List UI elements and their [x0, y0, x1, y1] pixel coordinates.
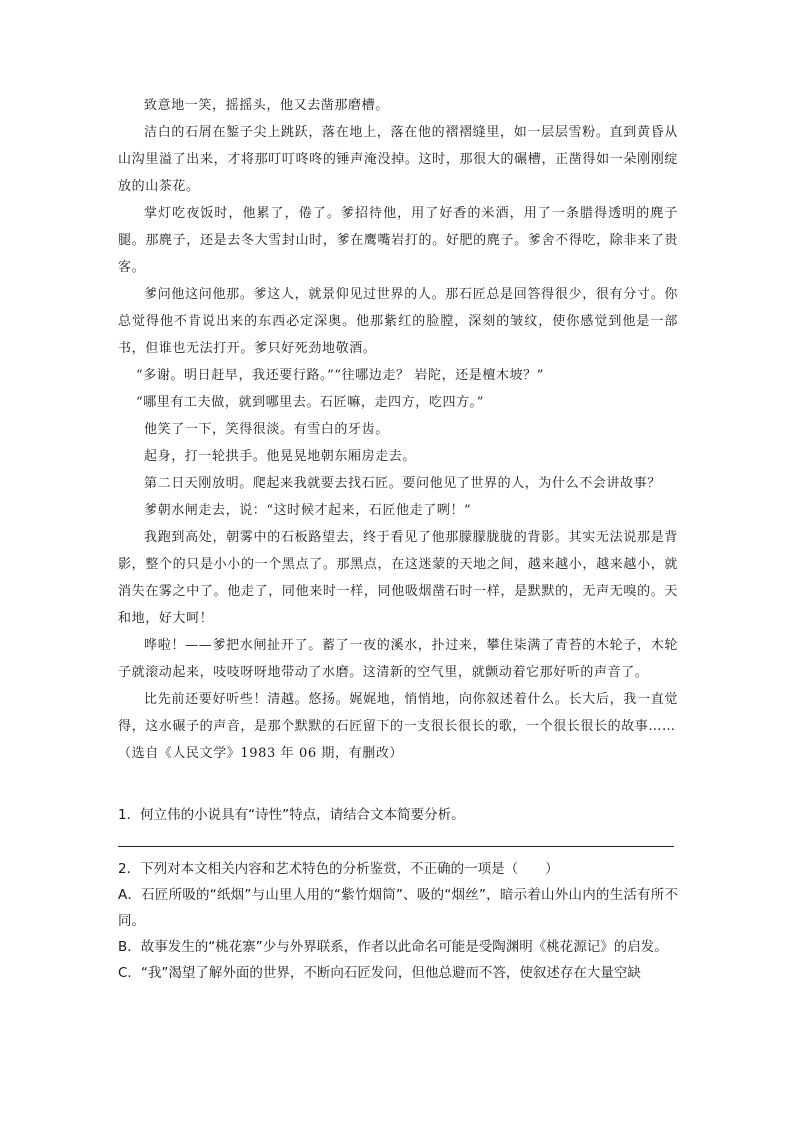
option-a: A．石匠所吸的“纸烟”与山里人用的“紫竹烟筒”、吸的“烟丝”，暗示着山外山内的生活有所不同。 — [118, 887, 678, 929]
story-paragraph: 起身，打一轮拱手。他晃晃地朝东厢房走去。 — [144, 449, 417, 464]
question-1-text: 1．何立伟的小说具有“诗性”特点，请结合文本简要分析。 — [118, 807, 465, 823]
answer-line — [118, 846, 674, 847]
story-paragraph: 致意地一笑，摇摇头，他又去凿那磨槽。 — [144, 98, 389, 113]
question-2 — [118, 856, 678, 986]
source-citation: （选自《人民文学》1983 年 06 期，有删改） — [118, 746, 404, 761]
story-dialogue: “哪里有工夫做，就到哪里去。石匠嘛，走四方，吃四方。” — [136, 395, 484, 410]
story-paragraph: 哗啦！——爹把水闸扯开了。蓄了一夜的溪水，扑过来，攀住柒满了青苔的木轮子，木轮子就滚动起来，吱吱呀呀地带动了水磨。这清新的空气里，就颤动着它那好听的声音了。 — [118, 638, 678, 680]
story-paragraph: 掌灯吃夜饭时，他累了，倦了。爹招待他，用了好香的米酒，用了一条腊得透明的麂子腿。那麂子，还是去冬大雪封山时，爹在鹰嘴岩打的。好肥的麂子。爹舍不得吃，除非来了贵客。 — [118, 206, 678, 275]
story-paragraph: 他笑了一下，笑得很淡。有雪白的牙齿。 — [144, 422, 389, 437]
question-1 — [118, 802, 678, 828]
story-paragraph: 我跑到高处，朝雾中的石板路望去，终于看见了他那朦朦胧胧的背影。其实无法说那是背影，整个的只是小小的一个黑点了。那黑点，在这迷蒙的天地之间，越来越小，越来越小，就消失在雾之中了。他走了，同他来时一样，同他吸烟凿石时一样，是默默的，无声无嗅的。天和地，好大呵！ — [118, 530, 678, 626]
question-2-text: 2．下列对本文相关内容和艺术特色的分析鉴赏，不正确的一项是（ ） — [118, 861, 559, 877]
story-paragraph: 比先前还要好听些！清越。悠扬。娓娓地，悄悄地，向你叙述着什么。长大后，我一直觉得，这水碾子的声音，是那个默默的石匠留下的一支很长很长的歌，一个很长很长的故事…… — [118, 692, 678, 734]
story-paragraph: 第二日天刚放明。爬起来我就要去找石匠。要问他见了世界的人，为什么不会讲故事？ — [144, 476, 661, 491]
option-b: B．故事发生的“桃花寨”少与外界联系，作者以此命名可能是受陶渊明《桃花源记》的启发。 — [118, 939, 668, 955]
story-paragraph: 爹问他这问他那。爹这人，就景仰见过世界的人。那石匠总是回答得很少，很有分寸。你总觉得他不肯说出来的东西必定深奥。他那紫红的脸膛，深刻的皱纹，使你感觉到他是一部书，但谁也无法打开。爹只好死劲地敬酒。 — [118, 287, 678, 356]
option-c: C．“我”渴望了解外面的世界，不断向石匠发问，但他总避而不答，使叙述存在大量空缺 — [118, 965, 641, 981]
story-paragraph: 爹朝水闸走去，说：“这时候才起来，石匠他走了咧！” — [144, 503, 472, 518]
story-dialogue: “多谢。明日赶早，我还要行路。”“往哪边走？ 岩陀，还是檀木坡？” — [136, 368, 545, 383]
story-excerpt — [118, 92, 678, 767]
story-paragraph: 洁白的石屑在錾子尖上跳跃，落在地上，落在他的褶褶缝里，如一层层雪粉。直到黄昏从山沟里溢了出来，才将那叮叮咚咚的锤声淹没掉。这时，那很大的碾槽，正凿得如一朵刚刚绽放的山茶花。 — [118, 125, 678, 194]
